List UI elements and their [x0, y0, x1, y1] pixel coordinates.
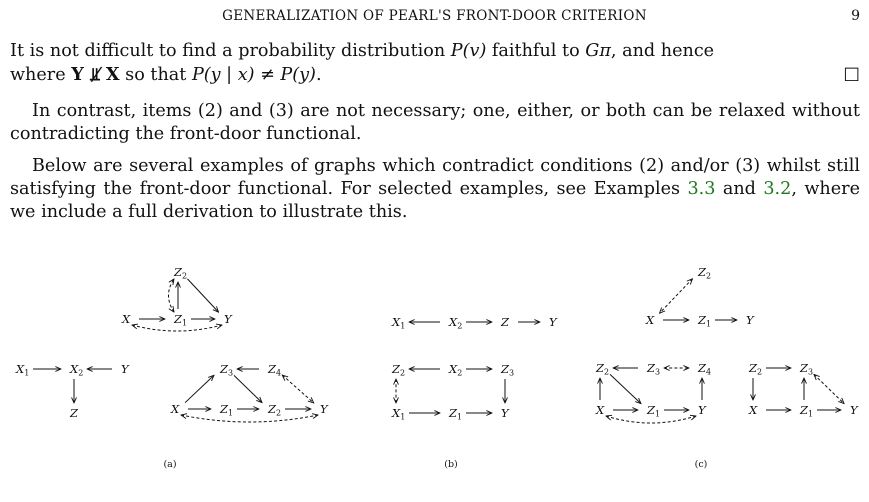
math-inequality: P(y | x) ≠ P(y)	[191, 65, 316, 85]
graph-node: Y	[224, 312, 232, 326]
graph-node: X	[749, 403, 758, 417]
graph-node: Y	[850, 403, 858, 417]
bidirected-edge	[814, 374, 844, 403]
graph-node: $X_1$	[392, 406, 406, 422]
graph-node: X	[596, 403, 605, 417]
panel-label: (a)	[163, 459, 177, 470]
example-ref-3-2[interactable]: 3.2	[763, 179, 792, 199]
directed-edge	[185, 375, 214, 402]
p1-line2-a: where	[10, 65, 72, 85]
graph-node: $Z_3$	[647, 361, 661, 377]
p1-line2-b: so that	[119, 65, 192, 85]
graph-node: $Z_1$	[449, 406, 463, 422]
graph-node: $X_2$	[449, 362, 463, 378]
paragraph-2: In contrast, items (2) and (3) are not necessary; one, either, or both can be relaxed without contradicting the front-door functional.	[10, 101, 860, 144]
graph-node: $Z_1$	[647, 403, 661, 419]
graph-node: X	[646, 313, 655, 327]
directed-edge	[610, 374, 641, 403]
qed-symbol: □	[843, 64, 860, 84]
bidirected-edge	[660, 279, 693, 313]
graph-node: Y	[320, 402, 328, 416]
graph-node: $X_1$	[392, 315, 406, 331]
graph-node: $Z_3$	[501, 362, 515, 378]
bidirected-edge	[181, 415, 318, 422]
bidirected-edge	[606, 416, 696, 423]
graph-node: $X_2$	[70, 362, 84, 378]
p1-line1-b: faithful to	[486, 41, 586, 61]
graph-node: $Z_4$	[698, 361, 712, 377]
directed-edge	[187, 279, 218, 312]
p1-line2-c: .	[315, 65, 322, 85]
running-title: GENERALIZATION OF PEARL'S FRONT-DOOR CRITERION	[222, 8, 647, 24]
graph-node: Z	[70, 406, 78, 420]
graph-node: $X_2$	[449, 315, 463, 331]
bidirected-edge	[282, 375, 313, 403]
math-g-pi: Gπ	[585, 41, 611, 61]
p3-text-c: , where we include a full derivation to illustrate this.	[10, 179, 860, 222]
math-dependence: Y ⫫̸ X	[71, 64, 120, 85]
p1-line1-c: , and hence	[610, 41, 715, 61]
graph-node: $Z_4$	[268, 362, 282, 378]
graph-node: $Z_2$	[698, 265, 712, 281]
graph-node: X	[171, 402, 180, 416]
panel-label: (b)	[444, 459, 458, 470]
p1-line1-a: It is not difficult to find a probability distribution	[10, 41, 451, 61]
p3-text-b: and	[715, 179, 764, 199]
graph-node: $Z_2$	[174, 265, 188, 281]
graph-node: $Z_2$	[596, 361, 610, 377]
example-ref-3-3[interactable]: 3.3	[687, 179, 716, 199]
graph-node: $Z_3$	[220, 362, 234, 378]
page-number: 9	[851, 8, 860, 24]
graph-node: X	[122, 312, 131, 326]
graph-node: $Z_2$	[268, 402, 282, 418]
graph-node: Y	[746, 313, 754, 327]
graph-node: Y	[501, 406, 509, 420]
graph-edges	[33, 279, 844, 423]
graph-nodes	[15, 265, 859, 422]
graph-node: Y	[121, 362, 129, 376]
graph-node: Y	[549, 315, 557, 329]
graph-node: $Z_1$	[220, 402, 234, 418]
directed-edge	[234, 375, 262, 402]
panel-label: (c)	[694, 459, 708, 470]
graph-node: $Z_1$	[800, 403, 814, 419]
graph-node: $Z_3$	[800, 361, 814, 377]
bidirected-edge	[169, 279, 175, 312]
graph-node: $Z_2$	[749, 361, 763, 377]
graph-node: Y	[698, 403, 706, 417]
p3-text-a: Below are several examples of graphs which contradict conditions (2) and/or (3) whilst still satisfying the front-door functional. For selected examples, see Examples	[10, 156, 860, 199]
panel-labels	[163, 459, 707, 470]
graph-node: $Z_1$	[698, 313, 712, 329]
graph-node: $Z_2$	[392, 362, 406, 378]
math-p-v: P(v)	[450, 41, 487, 61]
graph-node: Z	[501, 315, 509, 329]
graph-node: $Z_1$	[174, 312, 188, 328]
graph-node: $X_1$	[16, 362, 30, 378]
